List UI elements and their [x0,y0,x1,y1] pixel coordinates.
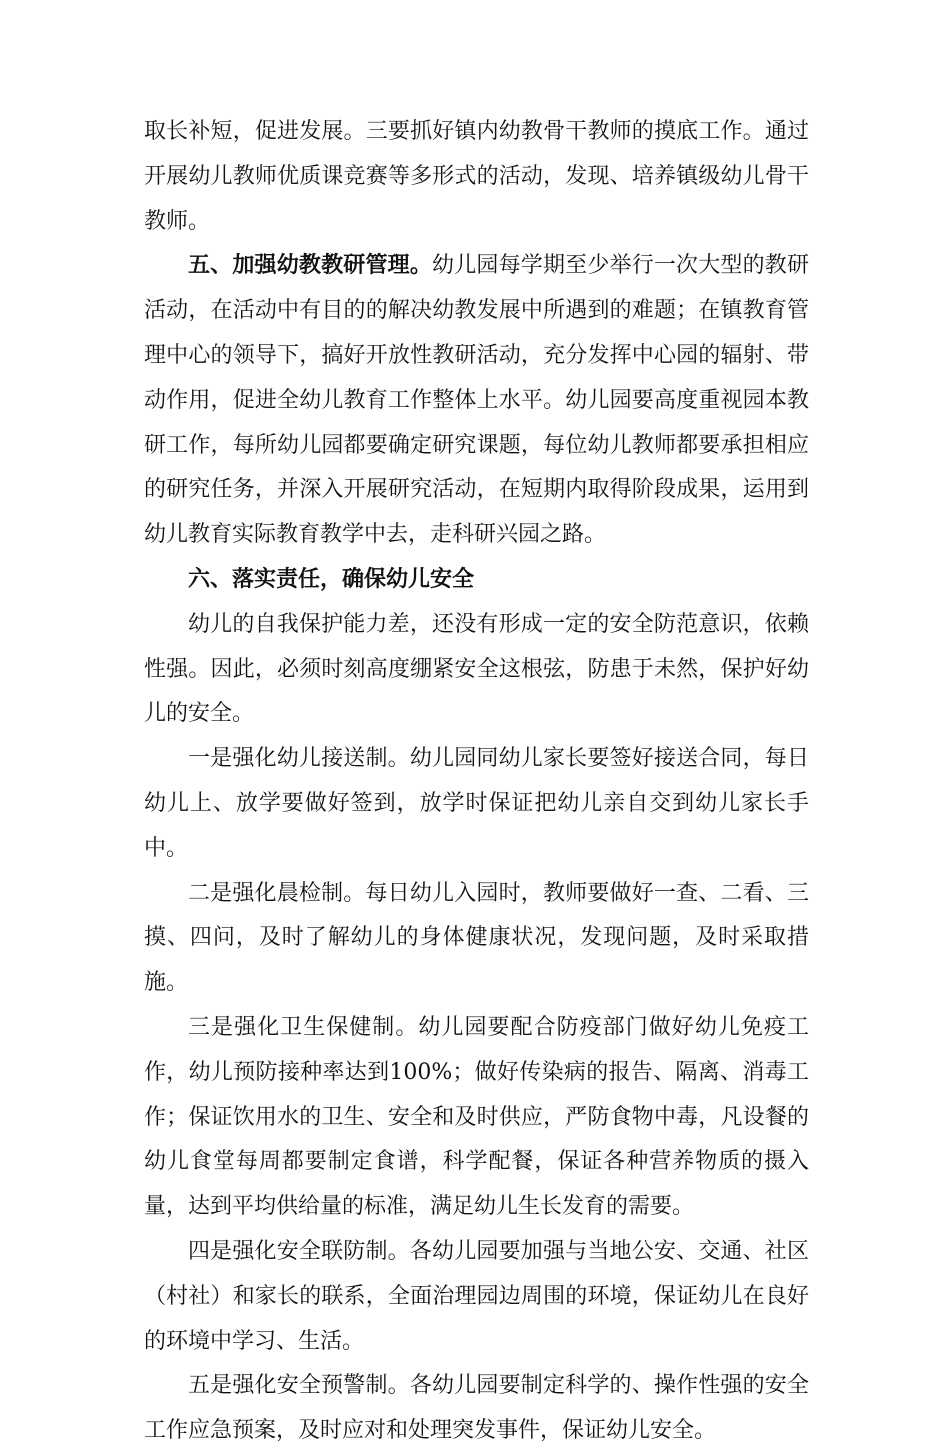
paragraph-item-one [144,737,809,871]
paragraph-section-five [144,244,809,558]
paragraph-text: 一是强化幼儿接送制。幼儿园同幼儿家长要签好接送合同，每日幼儿上、放学要做好签到，放学时保证把幼儿亲自交到幼儿家长手中。 [144,746,809,861]
section-five-heading: 五、加强幼教教研管理。 [188,253,433,279]
paragraph-text: 幼儿园每学期至少举行一次大型的教研活动，在活动中有目的的解决幼教发展中所遇到的难题；在镇教育管理中心的领导下，搞好开放性教研活动，充分发挥中心园的辐射、带动作用，促进全幼儿教育工作整体上水平。幼儿园要高度重视园本教研工作，每所幼儿园都要确定研究课题，每位幼儿教师都要承担相应的研究任务，并深入开展研究活动，在短期内取得阶段成果，运用到幼儿教育实际教育教学中去，走科研兴园之路。 [144,253,809,548]
paragraph-text: 幼儿的自我保护能力差，还没有形成一定的安全防范意识，依赖性强。因此，必须时刻高度绷紧安全这根弦，防患于未然，保护好幼儿的安全。 [144,611,809,727]
paragraph-text: 四是强化安全联防制。各幼儿园要加强与当地公安、交通、社区（村社）和家长的联系，全面治理园边周围的环境，保证幼儿在良好的环境中学习、生活。 [144,1238,809,1354]
paragraph-safety-intro [144,603,809,737]
paragraph-item-two [144,872,809,1006]
paragraph-text: 五是强化安全预警制。各幼儿园要制定科学的、操作性强的安全工作应急预案，及时应对和处理突发事件，保证幼儿安全。 [144,1373,809,1444]
paragraph-item-three [144,1006,809,1230]
paragraph-section-six-heading [144,558,809,603]
document-body [144,110,809,1454]
paragraph-text: 取长补短，促进发展。三要抓好镇内幼教骨干教师的摸底工作。通过开展幼儿教师优质课竞赛等多形式的活动，发现、培养镇级幼儿骨干教师。 [144,119,809,234]
paragraph-continuation [144,110,809,244]
paragraph-text: 二是强化晨检制。每日幼儿入园时，教师要做好一查、二看、三摸、四问，及时了解幼儿的身体健康状况，发现问题，及时采取措施。 [144,880,809,996]
paragraph-text: 三是强化卫生保健制。幼儿园要配合防疫部门做好幼儿免疫工作，幼儿预防接种率达到100%；做好传染病的报告、隔离、消毒工作；保证饮用水的卫生、安全和及时供应，严防食物中毒，凡设餐的幼儿食堂每周都要制定食谱，科学配餐，保证各种营养物质的摄入量，达到平均供给量的标准，满足幼儿生长发育的需要。 [144,1014,809,1220]
section-six-heading: 六、落实责任，确保幼儿安全 [188,566,475,592]
paragraph-item-five [144,1364,809,1454]
paragraph-item-four [144,1230,809,1364]
